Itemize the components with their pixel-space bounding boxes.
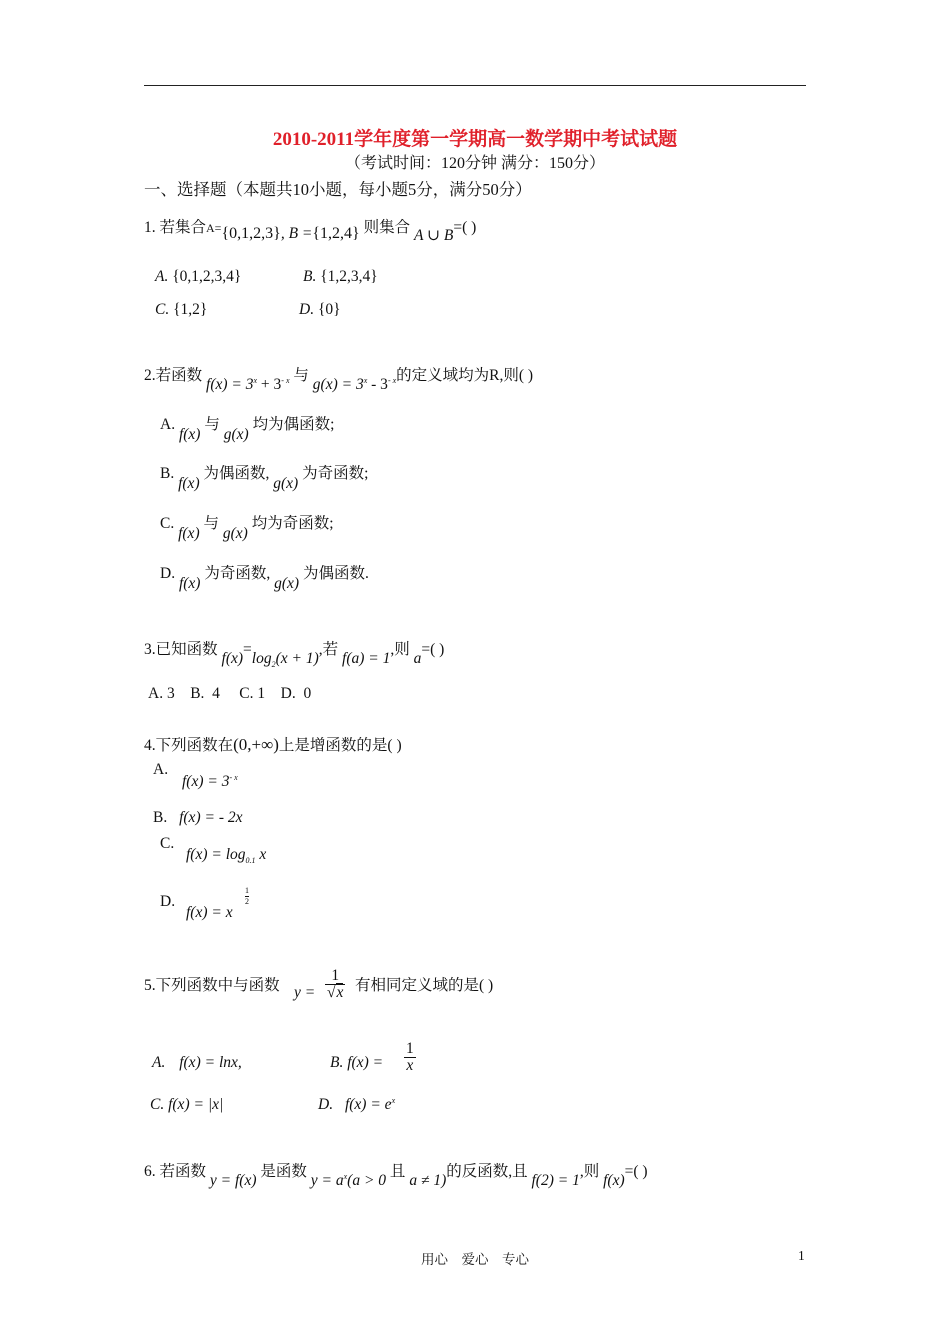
q4-option-a-expr bbox=[182, 773, 238, 791]
q2-f-base: f(x) = 3 bbox=[206, 376, 254, 393]
section-heading: 一、选择题（本题共10小题，每小题5分，满分50分） bbox=[144, 180, 532, 199]
q5-option-d-expr: f(x) = e bbox=[344, 1096, 392, 1114]
q1-option-c bbox=[155, 301, 207, 319]
exam-subtitle: （考试时间：120分钟 满分：150分） bbox=[344, 155, 605, 172]
q6-is: 是函数 bbox=[260, 1163, 307, 1180]
q2-with: 与 bbox=[293, 367, 309, 384]
q2-option-b bbox=[160, 461, 369, 492]
q2-f-exp2: - x bbox=[281, 375, 290, 385]
q4-option-b-expr: f(x) = - 2x bbox=[179, 809, 243, 826]
q2-option-c-label: C. bbox=[160, 515, 175, 532]
q2-option-a bbox=[160, 412, 335, 443]
q5-option-c-value: |x| bbox=[207, 1096, 224, 1113]
q2-option-c bbox=[160, 511, 334, 542]
q1-option-a-value: {0,1,2,3,4} bbox=[172, 268, 242, 285]
q4-option-d-exponent bbox=[245, 886, 249, 907]
q2-f-plus: + 3 bbox=[257, 376, 282, 393]
q4-option-b bbox=[153, 809, 242, 827]
question-5-tail: 有相同定义域的是( ) bbox=[355, 977, 494, 994]
q3-then: ,则 bbox=[390, 641, 410, 658]
q3-if: ,若 bbox=[318, 641, 339, 658]
q3-f: f(x) bbox=[221, 650, 244, 667]
q6-func-base: y = a bbox=[310, 1172, 344, 1189]
q1-set-b-value: {1,2,4} bbox=[312, 225, 360, 242]
question-5-fraction: $\frac{1}{√x}$ bbox=[327, 967, 344, 1002]
q6-f2: f(2) = 1 bbox=[531, 1172, 580, 1189]
header-rule bbox=[144, 85, 806, 86]
q5-option-b-num: 1 bbox=[406, 1040, 414, 1057]
page-number: 1 bbox=[798, 1248, 805, 1263]
q4-stem-pre: 4.下列函数在 bbox=[144, 737, 234, 754]
q4-interval: (0,+∞) bbox=[233, 735, 279, 754]
q4-option-a-base: f(x) = 3 bbox=[182, 773, 230, 791]
q6-then: ,则 bbox=[579, 1163, 600, 1180]
q3-options: A. 3 B. 4 C. 1 D. 0 bbox=[148, 685, 312, 702]
q5-option-b-den: x bbox=[406, 1057, 414, 1075]
q1-set-a-label: A= bbox=[206, 221, 222, 235]
q4-option-d-exp-den: 2 bbox=[245, 897, 249, 906]
question-4 bbox=[144, 733, 402, 755]
q2-g-exp2: - x bbox=[387, 375, 397, 385]
q5-option-a-label: A. bbox=[152, 1054, 166, 1071]
q5-option-d-label: D. bbox=[318, 1096, 334, 1114]
q1-option-d bbox=[299, 301, 341, 319]
q1-expr: A ∪ B bbox=[414, 227, 454, 244]
q1-set-a-value: {0,1,2,3} bbox=[221, 225, 281, 242]
q1-option-a bbox=[155, 268, 241, 286]
q2-option-b-label: B. bbox=[160, 465, 175, 482]
q5-option-c bbox=[150, 1096, 223, 1114]
q2-option-d-label: D. bbox=[160, 565, 176, 582]
q4-option-b-label: B. bbox=[153, 809, 168, 826]
q2-option-d-g: g(x) bbox=[274, 575, 300, 592]
q2-stem: 2.若函数 bbox=[144, 367, 203, 384]
q2-option-a-label: A. bbox=[160, 416, 176, 433]
q1-option-b bbox=[303, 268, 378, 286]
q5-option-a-expr: f(x) = lnx, bbox=[179, 1054, 242, 1071]
q4-option-d-expr bbox=[186, 904, 233, 922]
q6-stem: 6. 若函数 bbox=[144, 1163, 207, 1180]
question-2 bbox=[144, 363, 534, 393]
q6-inv: 的反函数,且 bbox=[446, 1163, 528, 1180]
q2-g-exp1: x bbox=[363, 375, 368, 385]
q1-then: 则集合 bbox=[363, 219, 411, 236]
q5-option-b-fraction bbox=[404, 1041, 416, 1075]
q4-option-c-tail: x bbox=[255, 846, 267, 863]
q5-option-c-expr: f(x) = bbox=[168, 1096, 204, 1113]
q2-g-expr bbox=[313, 376, 396, 393]
q4-option-a-exp: - x bbox=[229, 773, 238, 782]
q2-option-b-f: f(x) bbox=[178, 475, 200, 492]
q1-option-d-label: D. bbox=[299, 301, 315, 318]
q6-cond2: a ≠ 1) bbox=[409, 1172, 447, 1189]
q1-option-a-label: A. bbox=[155, 268, 169, 285]
q6-func-exp: x bbox=[343, 1171, 348, 1181]
q4-option-a-label: A. bbox=[153, 761, 169, 778]
q2-option-d bbox=[160, 561, 369, 592]
q4-option-c-base: f(x) = log bbox=[186, 846, 246, 863]
q4-option-c-expr bbox=[186, 846, 266, 865]
q3-fa: f(a) = 1 bbox=[342, 650, 391, 667]
q5-option-b-expr: f(x) = bbox=[347, 1054, 384, 1071]
q2-tail: 的定义域均为R,则( ) bbox=[396, 367, 534, 384]
q1-option-c-value: {1,2} bbox=[173, 301, 208, 318]
q3-log-arg: (x + 1) bbox=[275, 650, 319, 667]
q6-y: y = f(x) bbox=[209, 1172, 257, 1189]
q2-option-d-f: f(x) bbox=[178, 575, 201, 592]
q1-stem: 1. 若集合 bbox=[144, 219, 207, 236]
q2-option-c-f: f(x) bbox=[178, 525, 200, 542]
q1-answer-blank: =( ) bbox=[453, 219, 477, 236]
q2-option-c-mid: 与 bbox=[203, 515, 219, 532]
q2-option-b-mid: 为偶函数, bbox=[203, 465, 270, 482]
q5-option-b-label: B. bbox=[330, 1054, 344, 1071]
q4-option-c-label: C. bbox=[160, 835, 175, 852]
q2-f-exp1: x bbox=[253, 375, 258, 385]
q1-option-d-value: {0} bbox=[317, 301, 341, 318]
q3-log-base: 2 bbox=[271, 660, 276, 670]
q4-option-c-sub: 0.1 bbox=[245, 856, 256, 866]
q3-a: a bbox=[413, 650, 422, 667]
q2-g-base: g(x) = 3 bbox=[312, 376, 364, 393]
q2-option-d-end: 为偶函数. bbox=[302, 565, 369, 582]
q6-cond: (a > 0 bbox=[347, 1172, 387, 1189]
question-6 bbox=[144, 1159, 648, 1189]
footer-text: 用心 爱心 专心 bbox=[421, 1252, 529, 1267]
exam-title: 2010-2011学年度第一学期高一数学期中考试试题 bbox=[272, 129, 678, 150]
q3-log-expr bbox=[251, 650, 319, 670]
q6-and: 且 bbox=[389, 1163, 406, 1180]
q1-option-b-value: {1,2,3,4} bbox=[320, 268, 378, 285]
q2-option-a-mid: 与 bbox=[204, 416, 220, 433]
q2-option-c-g: g(x) bbox=[222, 525, 248, 542]
q2-f-expr bbox=[206, 376, 290, 393]
q1-set-b-label: , B = bbox=[280, 225, 313, 242]
q4-stem-post: 上是增函数的是( ) bbox=[278, 737, 402, 754]
q5-option-d bbox=[318, 1096, 395, 1114]
question-5-stem: 5.下列函数中与函数 bbox=[144, 977, 280, 994]
q5-frac-num: 1 bbox=[325, 968, 345, 985]
q5-frac-den: x bbox=[336, 984, 344, 1002]
q3-log: log bbox=[251, 650, 272, 667]
q6-fx: f(x) bbox=[603, 1172, 625, 1189]
q5-option-a bbox=[152, 1054, 242, 1072]
q2-option-a-g: g(x) bbox=[223, 426, 249, 443]
q4-option-d-label: D. bbox=[160, 893, 176, 910]
q2-option-c-end: 均为奇函数; bbox=[251, 515, 334, 532]
q3-stem: 3.已知函数 bbox=[144, 641, 218, 658]
q3-eq: = bbox=[243, 641, 252, 658]
q3-answer-blank: =( ) bbox=[421, 641, 445, 658]
q5-option-c-label: C. bbox=[150, 1096, 165, 1113]
q2-option-b-g: g(x) bbox=[273, 475, 299, 492]
q4-option-d-exp-num: 1 bbox=[245, 886, 249, 895]
q2-g-minus: - 3 bbox=[367, 376, 388, 393]
question-3 bbox=[144, 637, 445, 670]
q6-func bbox=[311, 1172, 386, 1189]
q5-option-b bbox=[330, 1054, 383, 1072]
q6-answer-blank: =( ) bbox=[624, 1163, 648, 1180]
q2-option-a-end: 均为偶函数; bbox=[252, 416, 335, 433]
q2-option-a-f: f(x) bbox=[178, 426, 201, 443]
q4-option-d-base: f(x) = x bbox=[186, 904, 233, 921]
q2-option-d-mid: 为奇函数, bbox=[204, 565, 271, 582]
question-5-y: y = bbox=[294, 984, 316, 1001]
q2-option-b-end: 为奇函数; bbox=[302, 465, 369, 482]
question-1 bbox=[144, 215, 477, 244]
q1-option-c-label: C. bbox=[155, 301, 170, 318]
q5-option-d-exp: x bbox=[391, 1096, 396, 1105]
q1-option-b-label: B. bbox=[303, 268, 317, 285]
